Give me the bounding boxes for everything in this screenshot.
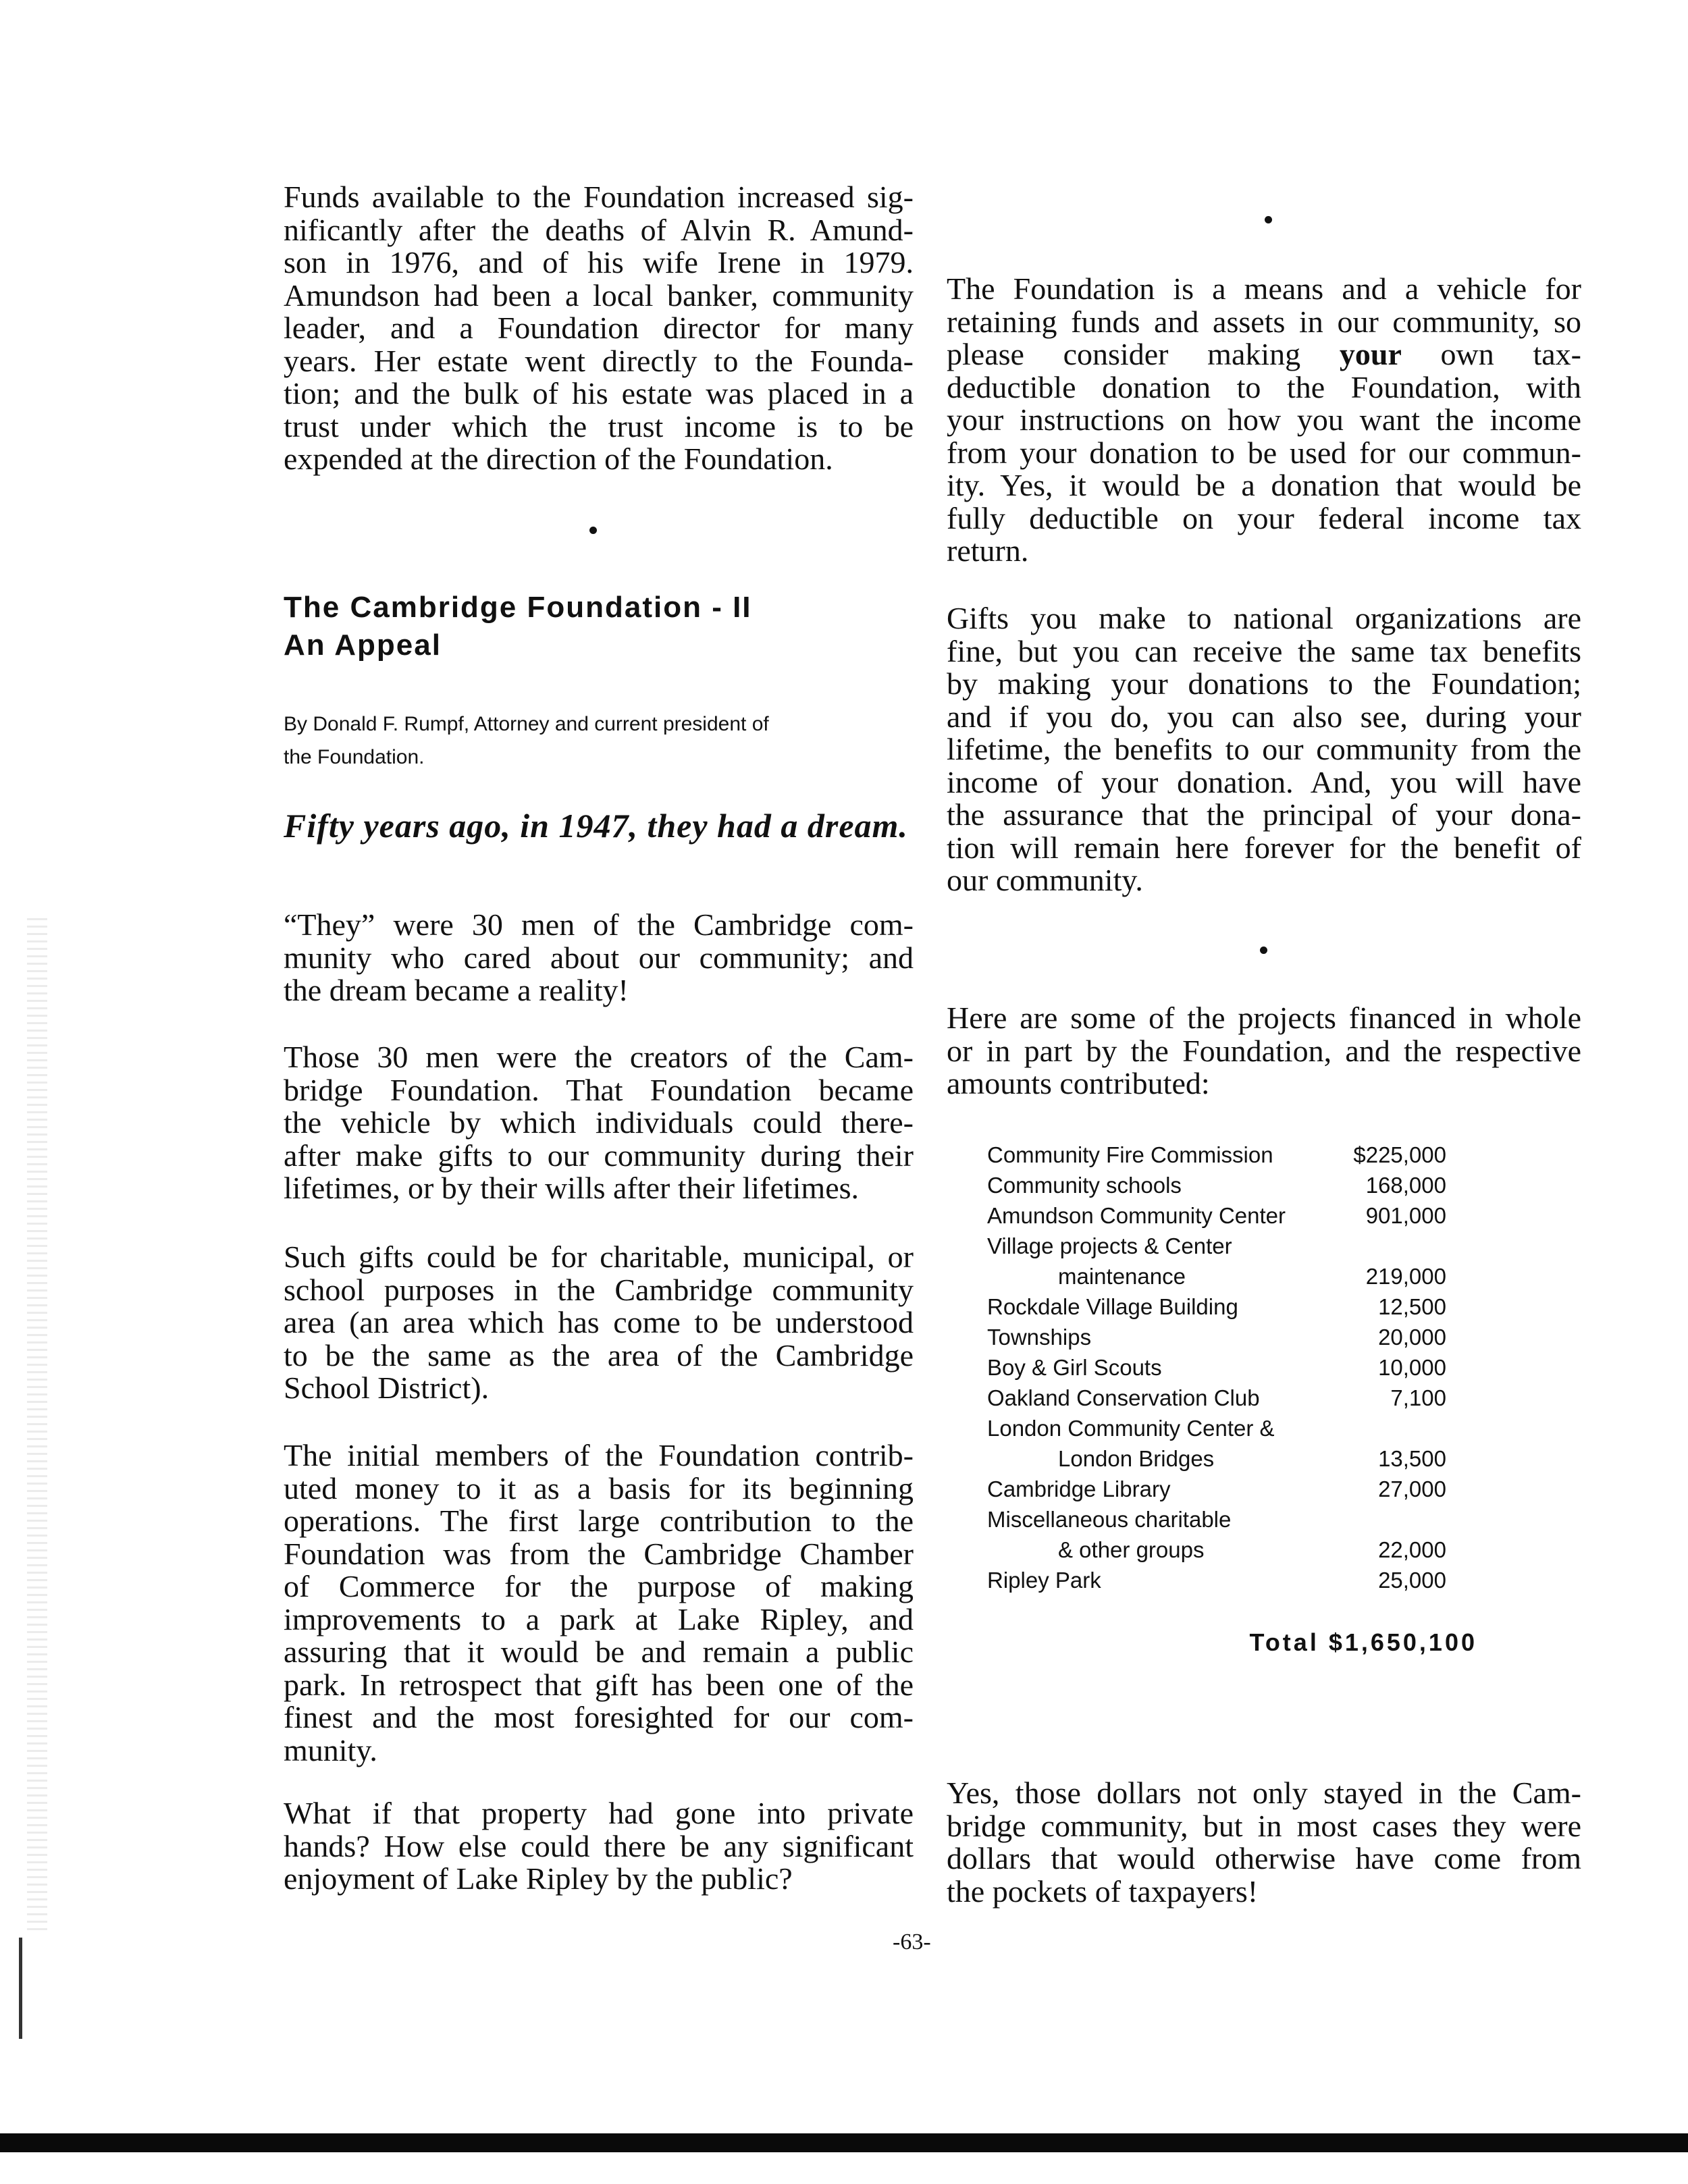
text-line: trust under which the trust income is to be <box>284 408 914 444</box>
project-name: London Bridges <box>1058 1446 1215 1471</box>
project-name: Oakland Conservation Club <box>987 1385 1260 1410</box>
scan-edge-mark <box>19 1938 22 2039</box>
text-line: bridge community, but in most cases they were <box>947 1808 1581 1843</box>
project-row <box>987 1413 1446 1474</box>
text-line: income of your donation. And, you will have <box>947 764 1581 799</box>
text-line: leader, and a Foundation director for many <box>284 311 914 345</box>
project-name: Miscellaneous charitable <box>987 1507 1232 1532</box>
project-row <box>987 1322 1446 1352</box>
text-line: and if you do, you can also see, during your <box>947 699 1581 734</box>
text-line: “They” were 30 men of the Cambridge com- <box>284 907 914 942</box>
text-line: amounts contributed: <box>947 1066 1210 1100</box>
project-name: maintenance <box>1058 1264 1186 1289</box>
text-line: nificantly after the deaths of Alvin R. Amund- <box>284 212 914 247</box>
closing-paragraph <box>947 1777 1581 1908</box>
article-title: The Cambridge Foundation - II <box>284 591 752 624</box>
text-line: Gifts you make to national organizations are <box>947 601 1581 635</box>
project-name: Townships <box>987 1325 1092 1350</box>
text-line: area (an area which has come to be understood <box>284 1305 914 1339</box>
text-line: tion; and the bulk of his estate was placed in a <box>284 376 914 410</box>
project-name: Amundson Community Center <box>987 1203 1286 1228</box>
page-number: -63- <box>893 1929 931 1954</box>
project-row <box>987 1565 1446 1595</box>
project-name: Rockdale Village Building <box>987 1294 1238 1319</box>
text-line: Amundson had been a local banker, community <box>284 277 914 313</box>
text-line: school purposes in the Cambridge community <box>284 1272 914 1307</box>
initial-members-paragraph <box>284 1439 914 1767</box>
text-line: lifetimes, or by their wills after their lifetimes. <box>284 1171 860 1205</box>
text-line: Such gifts could be for charitable, municipal, or <box>284 1240 914 1274</box>
text-line: by making your donations to the Foundation; <box>947 666 1581 701</box>
project-row <box>987 1383 1446 1413</box>
text-line: lifetime, the benefits to our community from the <box>947 732 1581 766</box>
project-row <box>987 1291 1446 1322</box>
text-line: munity who cared about our community; and <box>284 940 914 975</box>
project-amount: $225,000 <box>1353 1142 1446 1167</box>
text-line: uted money to it as a basis for its beginning <box>284 1470 914 1506</box>
text-line: son in 1976, and of his wife Irene in 1979. <box>284 245 914 279</box>
gifts-purpose-paragraph <box>284 1241 914 1405</box>
project-row <box>987 1200 1446 1231</box>
byline-line: By Donald F. Rumpf, Attorney and current president of <box>284 713 769 735</box>
text-line: fully deductible on your federal income tax <box>947 500 1581 535</box>
text-segment: please consider making <box>947 337 1340 371</box>
text-line: finest and the most foresighted for our com- <box>284 1700 914 1734</box>
text-line: hands? How else could there be any significant <box>284 1828 914 1863</box>
text-line: dollars that would otherwise have come from <box>947 1841 1581 1875</box>
project-amount: 219,000 <box>1365 1264 1446 1289</box>
text-line: park. In retrospect that gift has been one of the <box>284 1667 914 1702</box>
text-line: the assurance that the principal of your dona- <box>947 797 1581 832</box>
text-line: our community. <box>947 863 1143 897</box>
means-paragraph <box>947 273 1581 568</box>
text-line: to be the same as the area of the Cambridge <box>284 1337 914 1373</box>
text-line: of Commerce for the purpose of making <box>284 1569 914 1603</box>
project-name: Boy & Girl Scouts <box>987 1355 1162 1380</box>
article-subtitle: An Appeal <box>284 629 442 662</box>
project-name: Ripley Park <box>987 1568 1101 1593</box>
project-name: London Community Center & <box>987 1416 1275 1441</box>
text-line: fine, but you can receive the same tax benefits <box>947 633 1581 668</box>
byline <box>284 708 918 774</box>
section-bullet <box>1265 216 1272 223</box>
scan-edge-noise <box>27 918 47 1931</box>
text-line: What if that property had gone into private <box>284 1796 914 1830</box>
project-row <box>987 1504 1446 1565</box>
text-line: ity. Yes, it would be a donation that would be <box>947 468 1581 502</box>
text-line: bridge Foundation. That Foundation became <box>284 1072 914 1107</box>
projects-intro-paragraph <box>947 1002 1581 1100</box>
text-line: operations. The first large contribution to the <box>284 1503 914 1538</box>
lead-heading: Fifty years ago, in 1947, they had a dream. <box>284 807 908 845</box>
project-amount: 7,100 <box>1390 1385 1446 1410</box>
text-line: return. <box>947 533 1029 568</box>
project-amount: 13,500 <box>1378 1446 1446 1471</box>
emphasis-text: your <box>1339 337 1402 371</box>
article-heading <box>284 589 752 664</box>
creators-paragraph <box>284 1041 914 1205</box>
text-line: assuring that it would be and remain a public <box>284 1634 914 1669</box>
text-line: tion will remain here forever for the benefit of <box>947 830 1581 865</box>
text-line: your instructions on how you want the income <box>947 402 1581 437</box>
text-line: Those 30 men were the creators of the Cam- <box>284 1040 914 1074</box>
project-amount: 901,000 <box>1365 1203 1446 1228</box>
project-amount: 25,000 <box>1378 1568 1446 1593</box>
text-line: munity. <box>284 1732 377 1767</box>
project-amount: 22,000 <box>1378 1537 1446 1562</box>
text-line: enjoyment of Lake Ripley by the public? <box>284 1861 793 1896</box>
they-paragraph <box>284 909 914 1007</box>
text-line: deductible donation to the Foundation, with <box>947 369 1581 404</box>
text-line: retaining funds and assets in our community, so <box>947 304 1581 339</box>
text-line: or in part by the Foundation, and the respective <box>947 1033 1581 1068</box>
project-amount: 10,000 <box>1378 1355 1446 1380</box>
project-name: & other groups <box>1058 1537 1205 1562</box>
text-line: the dream became a reality! <box>284 973 629 1007</box>
text-line: Funds available to the Foundation increased sig- <box>284 180 914 214</box>
project-amount: 27,000 <box>1378 1476 1446 1501</box>
project-amount: 20,000 <box>1378 1325 1446 1350</box>
text-line: School District). <box>284 1370 490 1405</box>
project-name: Community Fire Commission <box>987 1142 1273 1167</box>
project-name: Village projects & Center <box>987 1233 1232 1258</box>
text-line: Yes, those dollars not only stayed in the Cam- <box>947 1776 1581 1810</box>
national-gifts-paragraph <box>947 602 1581 897</box>
byline-line: the Foundation. <box>284 746 425 768</box>
text-line: from your donation to be used for our commun- <box>947 435 1581 470</box>
text-segment: own tax- <box>1401 337 1581 371</box>
projects-table <box>987 1140 1446 1595</box>
project-row <box>987 1170 1446 1200</box>
text-line: after make gifts to our community during their <box>284 1138 914 1173</box>
project-amount: 12,500 <box>1378 1294 1446 1319</box>
text-line: improvements to a park at Lake Ripley, and <box>284 1601 914 1636</box>
what-if-paragraph <box>284 1797 914 1896</box>
scan-bottom-border <box>0 2133 1688 2152</box>
project-amount: 168,000 <box>1365 1173 1446 1198</box>
project-row <box>987 1352 1446 1383</box>
project-row <box>987 1231 1446 1291</box>
text-line: years. Her estate went directly to the Founda- <box>284 343 914 378</box>
text-line <box>947 338 1581 371</box>
projects-total: Total $1,650,100 <box>1249 1628 1477 1656</box>
text-line: the pockets of taxpayers! <box>947 1873 1259 1909</box>
project-name: Cambridge Library <box>987 1476 1171 1501</box>
section-bullet <box>589 527 597 534</box>
section-bullet <box>1260 947 1267 954</box>
text-line: expended at the direction of the Foundation. <box>284 442 833 476</box>
intro-paragraph <box>284 181 914 476</box>
text-line: the vehicle by which individuals could there- <box>284 1105 914 1140</box>
text-line: Foundation was from the Cambridge Chamber <box>284 1536 914 1571</box>
project-row <box>987 1140 1446 1170</box>
text-line: The initial members of the Foundation contrib- <box>284 1438 914 1472</box>
text-line: The Foundation is a means and a vehicle for <box>947 271 1581 306</box>
project-row <box>987 1474 1446 1504</box>
project-name: Community schools <box>987 1173 1182 1198</box>
text-line: Here are some of the projects financed in whole <box>947 1001 1581 1035</box>
